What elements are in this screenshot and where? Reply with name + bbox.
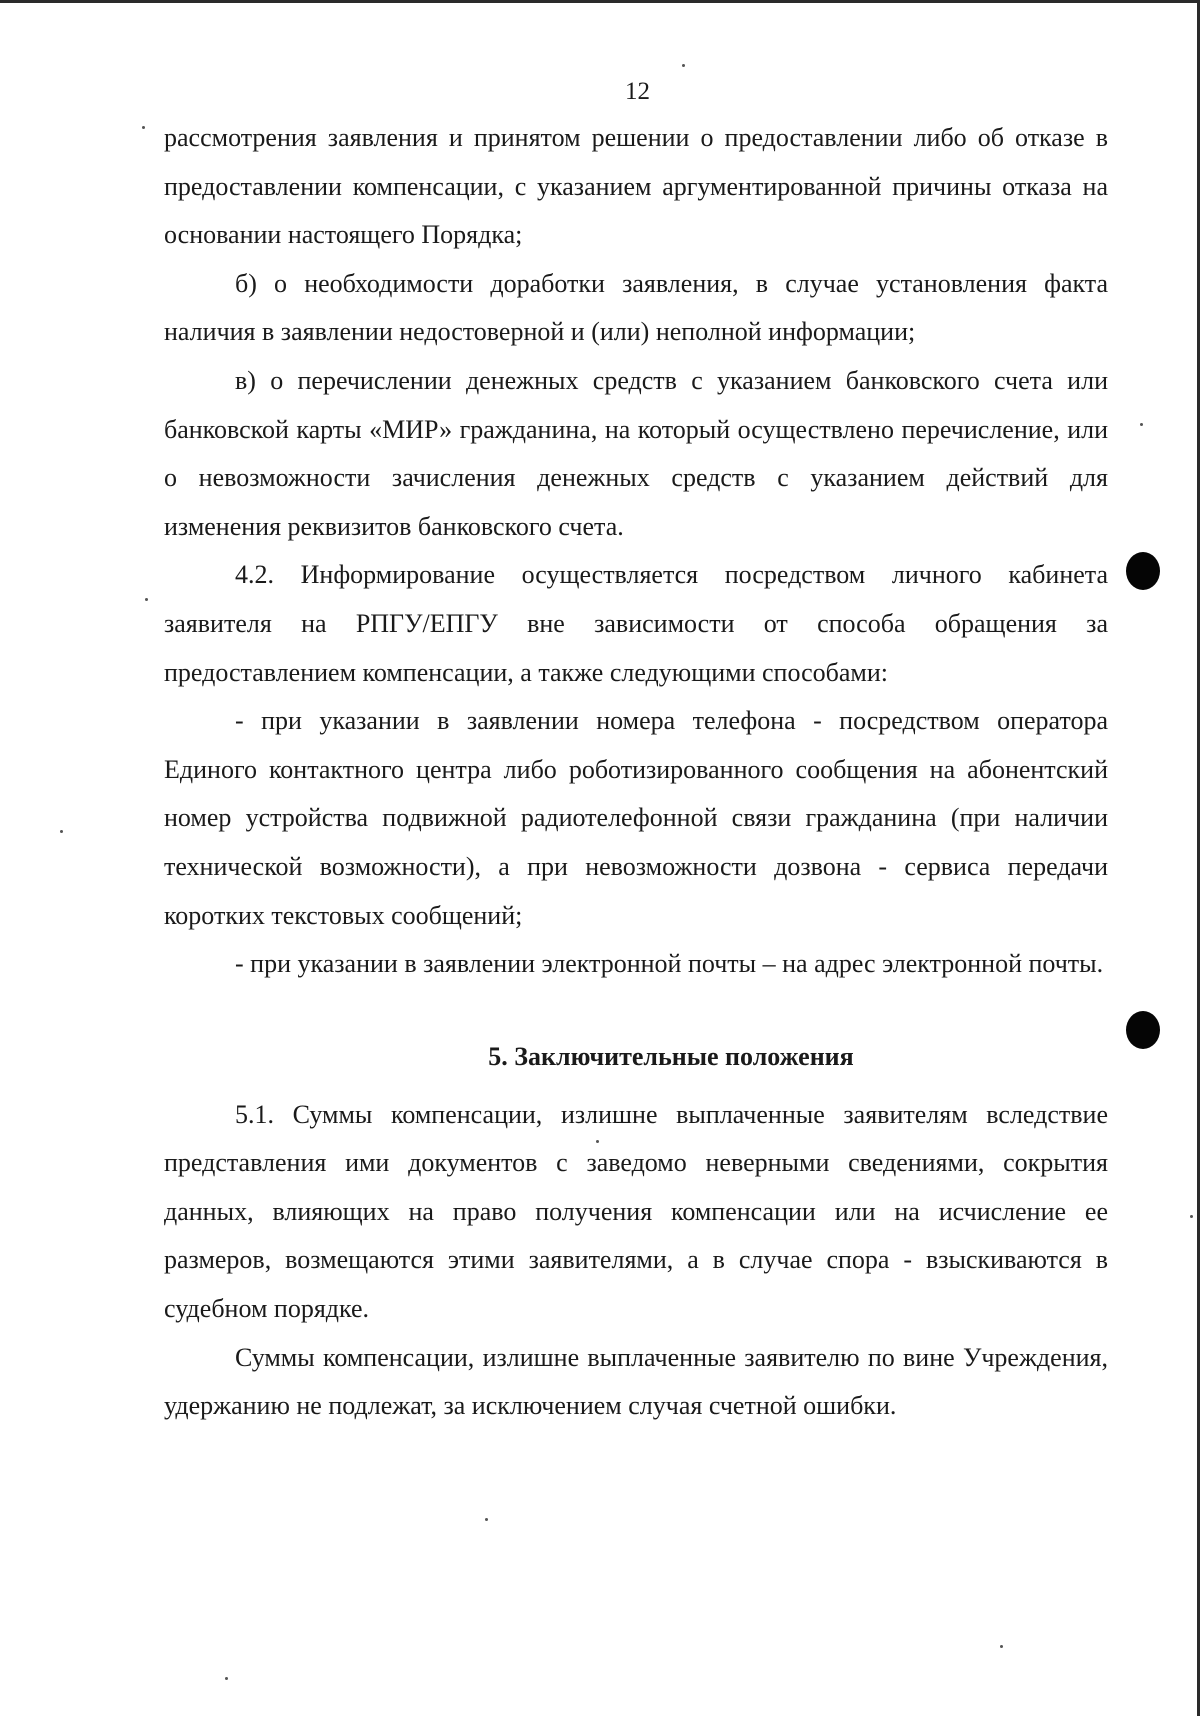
punch-hole-mark [1126, 1011, 1160, 1049]
scan-speck [682, 64, 685, 67]
paragraph-item-v: в) о перечислении денежных средств с указанием банковского счета или банковской карты «МИР» гражданина, на который осуществлено перечисление, или о невозможности зачисления денежных средств с указанием действий для изменения реквизитов банковского счета. [164, 365, 1108, 541]
paragraph-4-2: 4.2. Информирование осуществляется посредством личного кабинета заявителя на РПГУ/ЕПГУ вне зависимости от способа обращения за предоставлением компенсации, а также следующими способами: [164, 560, 1108, 687]
scan-speck [596, 1140, 599, 1143]
document-body [164, 114, 1108, 1431]
scan-speck [1140, 423, 1143, 426]
scan-speck [225, 1677, 228, 1680]
scan-speck [1000, 1645, 1003, 1648]
paragraph-item-b: б) о необходимости доработки заявления, в случае установления факта наличия в заявлении недостоверной и (или) неполной информации; [164, 268, 1108, 347]
scan-border-top [0, 0, 1200, 3]
page-number: 12 [625, 78, 650, 105]
punch-hole-mark [1126, 552, 1160, 590]
paragraph-phone-notice: - при указании в заявлении номера телефона - посредством оператора Единого контактного центра либо роботизированного сообщения на абонентский номер устройства подвижной радиотелефонной связи гражданина (при наличии технической возможности), а при невозможности дозвона - сервиса передачи коротких текстовых сообщений; [164, 706, 1108, 930]
scan-speck [1190, 1215, 1193, 1218]
paragraph-5-1: 5.1. Суммы компенсации, излишне выплаченные заявителям вследствие представления ими документов с заведомо неверными сведениями, сокрытия данных, влияющих на право получения компенсации или на исчисление ее размеров, возмещаются этими заявителями, а в случае спора - взыскиваются в судебном порядке. [164, 1099, 1108, 1324]
scan-speck [60, 830, 63, 833]
paragraph-overpayment: Суммы компенсации, излишне выплаченные заявителю по вине Учреждения, удержанию не подлежат, за исключением случая счетной ошибки. [164, 1342, 1108, 1421]
section-heading: 5. Заключительные положения [488, 1041, 854, 1071]
scan-speck [145, 598, 148, 601]
paragraph-continuation: рассмотрения заявления и принятом решении о предоставлении либо об отказе в предоставлении компенсации, с указанием аргументированной причины отказа на основании настоящего Порядка; [164, 123, 1108, 250]
scan-speck [485, 1518, 488, 1521]
paragraph-email-notice: - при указании в заявлении электронной почты – на адрес электронной почты. [235, 949, 1104, 979]
scan-speck [142, 126, 145, 129]
